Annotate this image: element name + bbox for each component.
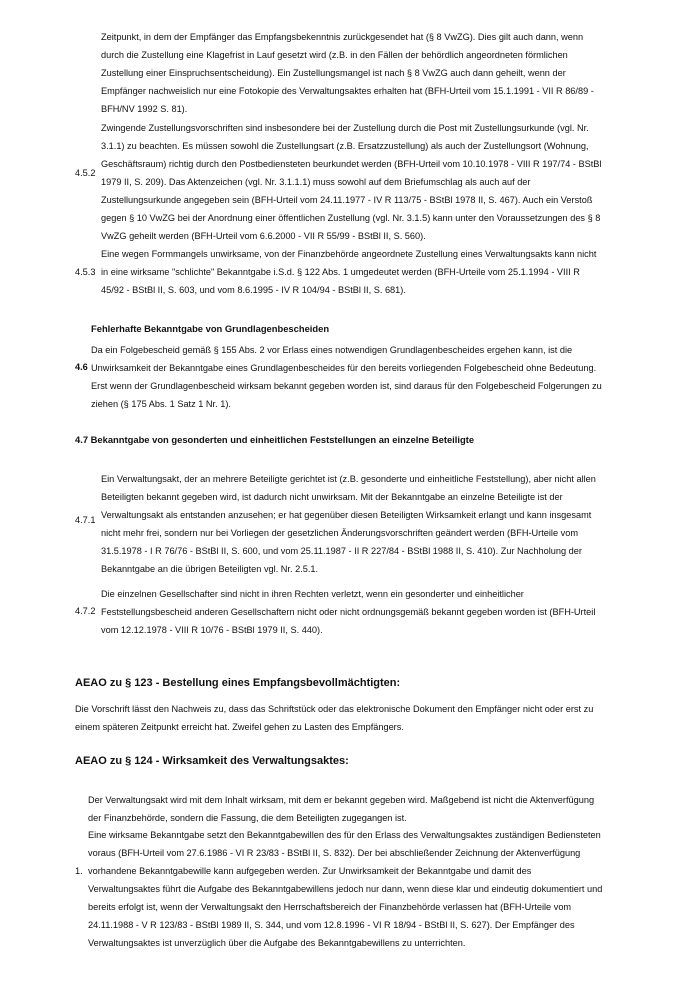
section-number-4-7-1: 4.7.1 [75, 515, 96, 525]
paragraph-aeao-124-item-1: Eine wirksame Bekanntgabe setzt den Bekanntgabewillen des für den Erlass des Verwaltungsaktes zuständigen Bediensteten voraus (BFH-Urteil vom 27.6.1986 - VI R 23/83 - BStBl II, S. 832). Der bei abschließender Zeichnung der Aktenverfügung vorhandene Bekanntgabewille kann aufgegeben werden. Zur Unwirksamkeit der Bekanntgabe und damit des Verwaltungsaktes führt die Aufgabe des Bekanntgabewillens jedoch nur dann, wenn diese klar und eindeutig dokumentiert und bereits erfolgt ist, wenn der Verwaltungsakt den Herrschaftsbereich der Finanzbehörde verlassen hat (BFH-Urteile vom 24.11.1988 - V R 123/83 - BStBl 1989 II, S. 344, und vom 12.8.1996 - VI R 18/94 - BStBl II, S. 627). Der Empfänger des Verwaltungsaktes ist unverzüglich über die Aufgabe des Bekanntgabewillens zu unterrichten. [88, 830, 603, 948]
section-number-4-5-2: 4.5.2 [75, 168, 96, 178]
section-number-4-6: 4.6 [75, 362, 88, 372]
paragraph-4-5-2: Zwingende Zustellungsvorschriften sind insbesondere bei der Zustellung durch die Post mit Zustellungsurkunde (vgl. Nr. 3.1.1) zu beachten. Es müssen sowohl die Zustellungsart (z.B. Ersatzzustellung) als auch der Zustellungsort (Wohnung, Geschäftsraum) richtig durch den Postbediensteten beurkundet werden (BFH-Urteil vom 10.10.1978 - VIII R 197/74 - BStBl 1979 II, S. 209). Das Aktenzeichen (vgl. Nr. 3.1.1.1) muss sowohl auf dem Briefumschlag als auch auf der Zustellungsurkunde angegeben sein (BFH-Urteil vom 24.11.1977 - IV R 113/75 - BStBl 1978 II, S. 467). Auch ein Verstoß gegen § 10 VwZG bei der Anordnung einer öffentlichen Zustellung (vgl. Nr. 3.1.5) kann unter den Voraussetzungen des § 8 VwZG geheilt werden (BFH-Urteil vom 6.6.2000 - VII R 55/99 - BStBl II, S. 560). [101, 123, 602, 241]
paragraph-aeao-124-intro: Der Verwaltungsakt wird mit dem Inhalt wirksam, mit dem er bekannt gegeben wird. Maßgebend ist nicht die Aktenverfügung der Finanzbehörde, sondern die Fassung, die dem Beteiligten zugegangen ist. [88, 795, 595, 823]
paragraph-4-5-3: Eine wegen Formmangels unwirksame, von der Finanzbehörde angeordnete Zustellung eines Verwaltungsakts kann nicht in eine wirksame "schlichte" Bekanntgabe i.S.d. § 122 Abs. 1 umgedeutet werden (BFH-Urteile vom 25.1.1994 - VIII R 45/92 - BStBl II, S. 603, und vom 8.6.1995 - IV R 104/94 - BStBl II, S. 681). [101, 249, 597, 295]
heading-aeao-123: AEAO zu § 123 - Bestellung eines Empfangsbevollmächtigten: [75, 677, 401, 689]
section-number-4-5-3: 4.5.3 [75, 267, 96, 277]
paragraph-4-5-2-continuation: Zeitpunkt, in dem der Empfänger das Empfangsbekenntnis zurückgesendet hat (§ 8 VwZG). Dies gilt auch dann, wenn durch die Zustellung eine Klagefrist in Lauf gesetzt wird (z.B. in den Fällen der behördlich angeordneten förmlichen Zustellung einer Einspruchsentscheidung). Ein Zustellungsmangel ist nach § 8 VwZG auch dann geheilt, wenn der Empfänger nachweislich nur eine Fotokopie des Verwaltungsaktes erhalten hat (BFH-Urteil vom 15.1.1991 - VII R 86/89 - BFH/NV 1992 S. 81). [101, 32, 594, 114]
heading-4-6: Fehlerhafte Bekanntgabe von Grundlagenbescheiden [91, 323, 330, 334]
paragraph-4-7-1: Ein Verwaltungsakt, der an mehrere Beteiligte gerichtet ist (z.B. gesonderte und einheitliche Feststellung), aber nicht allen Beteiligten bekannt gegeben wird, ist dadurch nicht unwirksam. Mit der Bekanntgabe an einzelne Beteiligte ist der Verwaltungsakt als entstanden anzusehen; er hat gegenüber diesen Beteiligten Wirksamkeit erlangt und kann insgesamt nicht mehr frei, sondern nur bei Vorliegen der gesetzlichen Änderungsvorschriften geändert werden (BFH-Urteile vom 31.5.1978 - I R 76/76 - BStBl II, S. 600, und vom 25.11.1987 - II R 227/84 - BStBl 1988 II, S. 410). Zur Nachholung der Bekanntgabe an die übrigen Beteiligten vgl. Nr. 2.5.1. [101, 474, 596, 574]
item-number-1: 1. [75, 866, 83, 876]
heading-4-7: 4.7 Bekanntgabe von gesonderten und einheitlichen Feststellungen an einzelne Beteiligte [75, 434, 475, 445]
section-number-4-7-2: 4.7.2 [75, 606, 96, 616]
paragraph-4-7-2: Die einzelnen Gesellschafter sind nicht in ihren Rechten verletzt, wenn ein gesonderter und einheitlicher Feststellungsbescheid anderen Gesellschaftern nicht oder nicht ordnungsgemäß bekannt gegeben worden ist (BFH-Urteil vom 12.12.1978 - VIII R 10/76 - BStBl 1979 II, S. 440). [101, 589, 596, 635]
paragraph-aeao-123: Die Vorschrift lässt den Nachweis zu, dass das Schriftstück oder das elektronische Dokument den Empfänger nicht oder erst zu einem späteren Zeitpunkt erreicht hat. Zweifel gehen zu Lasten des Empfängers. [75, 704, 594, 732]
paragraph-4-6: Da ein Folgebescheid gemäß § 155 Abs. 2 vor Erlass eines notwendigen Grundlagenbescheides ergehen kann, ist die Unwirksamkeit der Bekanntgabe eines Grundlagenbescheides für den bereits vorliegenden Folgebescheid ohne Bedeutung. Erst wenn der Grundlagenbescheid wirksam bekannt gegeben worden ist, sind daraus für den Folgebescheid Folgerungen zu ziehen (§ 175 Abs. 1 Satz 1 Nr. 1). [91, 345, 602, 409]
heading-aeao-124: AEAO zu § 124 - Wirksamkeit des Verwaltungsaktes: [75, 755, 349, 767]
